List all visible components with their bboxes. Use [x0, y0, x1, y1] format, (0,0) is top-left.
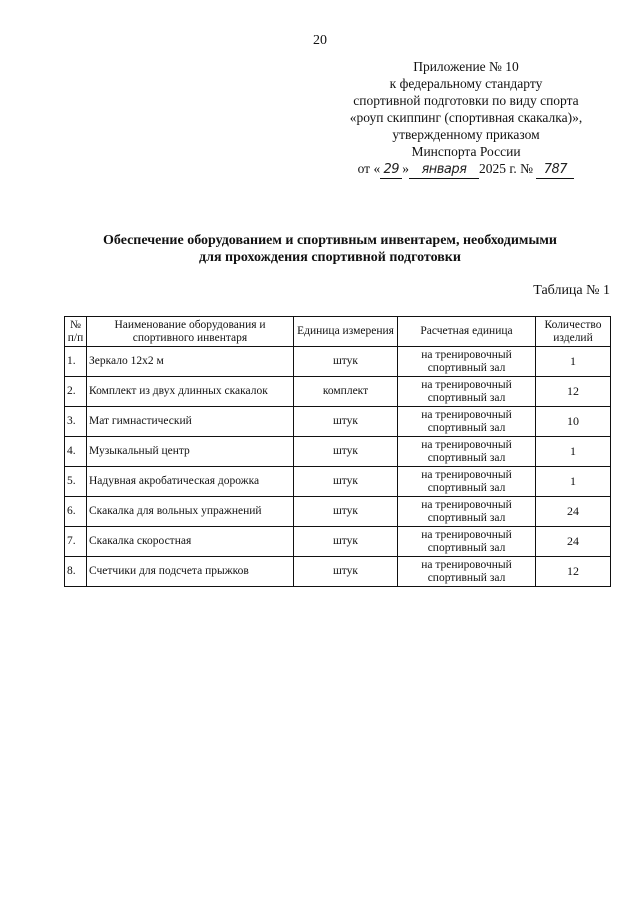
order-day-handwritten: 29: [380, 161, 402, 179]
table-row: [65, 497, 611, 527]
row-unit: штук: [294, 557, 398, 587]
table-row: [65, 377, 611, 407]
header-calc: Расчетная единица: [398, 317, 536, 347]
header-unit: Единица измерения: [294, 317, 398, 347]
row-qty: 24: [536, 527, 611, 557]
row-num: 5.: [65, 467, 87, 497]
row-name: Скакалка скоростная: [87, 527, 294, 557]
header-num: № п/п: [65, 317, 87, 347]
row-num: 4.: [65, 437, 87, 467]
header-qty: Количество изделий: [536, 317, 611, 347]
row-name: Музыкальный центр: [87, 437, 294, 467]
appendix-line: Минспорта России: [411, 144, 521, 159]
row-unit: штук: [294, 437, 398, 467]
row-num: 1.: [65, 347, 87, 377]
header-name: Наименование оборудования и спортивного инвентаря: [87, 317, 294, 347]
row-num: 6.: [65, 497, 87, 527]
row-unit: штук: [294, 467, 398, 497]
row-name: Комплект из двух длинных скакалок: [87, 377, 294, 407]
row-num: 7.: [65, 527, 87, 557]
row-unit: комплект: [294, 377, 398, 407]
table-caption: Таблица № 1: [533, 283, 610, 298]
appendix-line: спортивной подготовки по виду спорта: [353, 93, 579, 108]
table-row: [65, 557, 611, 587]
table-row: [65, 437, 611, 467]
heading-line: для прохождения спортивной подготовки: [199, 250, 461, 265]
row-calc: на тренировочный спортивный зал: [398, 347, 536, 377]
row-calc: на тренировочный спортивный зал: [398, 557, 536, 587]
appendix-line: «роуп скиппинг (спортивная скакалка)»,: [349, 110, 583, 125]
row-name: Надувная акробатическая дорожка: [87, 467, 294, 497]
row-calc: на тренировочный спортивный зал: [398, 377, 536, 407]
table-header-row: [65, 317, 611, 347]
page-number: 20: [313, 33, 327, 48]
row-calc: на тренировочный спортивный зал: [398, 407, 536, 437]
row-num: 2.: [65, 377, 87, 407]
row-qty: 1: [536, 437, 611, 467]
row-num: 3.: [65, 407, 87, 437]
appendix-title: Приложение № 10: [413, 59, 519, 74]
row-qty: 10: [536, 407, 611, 437]
row-qty: 24: [536, 497, 611, 527]
row-num: 8.: [65, 557, 87, 587]
order-quote-close: »: [402, 161, 409, 176]
table-row: [65, 467, 611, 497]
appendix-block: [330, 58, 602, 179]
row-calc: на тренировочный спортивный зал: [398, 527, 536, 557]
row-name: Счетчики для подсчета прыжков: [87, 557, 294, 587]
appendix-line: утвержденному приказом: [392, 127, 540, 142]
row-qty: 1: [536, 467, 611, 497]
table-row: [65, 407, 611, 437]
order-month-handwritten: января: [409, 161, 479, 179]
order-date-line: [330, 160, 602, 179]
table-row: [65, 527, 611, 557]
appendix-line: к федеральному стандарту: [389, 76, 543, 91]
order-year: 2025 г. №: [478, 161, 533, 176]
row-name: Зеркало 12х2 м: [87, 347, 294, 377]
row-name: Скакалка для вольных упражнений: [87, 497, 294, 527]
row-calc: на тренировочный спортивный зал: [398, 437, 536, 467]
row-calc: на тренировочный спортивный зал: [398, 497, 536, 527]
equipment-table: [64, 316, 611, 587]
row-unit: штук: [294, 527, 398, 557]
order-prefix: от «: [357, 161, 381, 176]
row-qty: 12: [536, 557, 611, 587]
row-unit: штук: [294, 347, 398, 377]
row-qty: 1: [536, 347, 611, 377]
row-unit: штук: [294, 497, 398, 527]
order-number-handwritten: 787: [536, 161, 574, 179]
document-heading: [40, 232, 620, 266]
row-name: Мат гимнастический: [87, 407, 294, 437]
row-unit: штук: [294, 407, 398, 437]
row-qty: 12: [536, 377, 611, 407]
row-calc: на тренировочный спортивный зал: [398, 467, 536, 497]
table-row: [65, 347, 611, 377]
heading-line: Обеспечение оборудованием и спортивным инвентарем, необходимыми: [103, 233, 557, 248]
